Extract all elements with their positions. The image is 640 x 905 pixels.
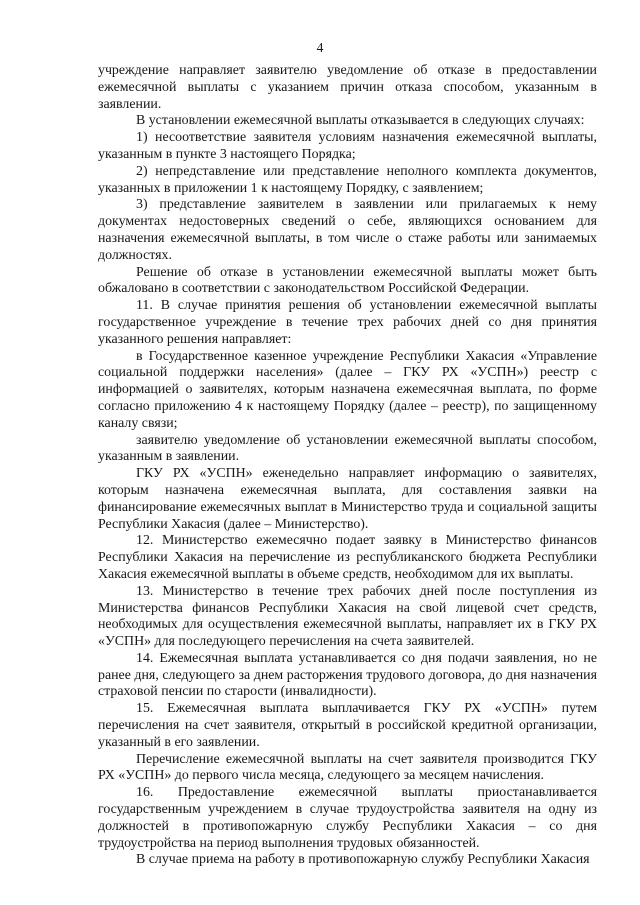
paragraph-transfer-deadline: Перечисление ежемесячной выплаты на счет заявителя производится ГКУ РХ «УСПН» до первого числа месяца, следующего за месяцем начисления. bbox=[98, 751, 597, 784]
paragraph-appeal: Решение об отказе в установлении ежемесячной выплаты может быть обжаловано в соответствии с законодательством Российской Федерации. bbox=[98, 264, 597, 297]
paragraph-hiring-case: В случае приема на работу в противопожарную службу Республики Хакасия bbox=[136, 852, 590, 868]
clause-16: 16. Предоставление ежемесячной выплаты приостанавливается государственным учреждением в случае трудоустройства заявителя на одну из должностей в противопожарную службу Республики Хакасия – со дня трудоустройства на период выполнения трудовых обязанностей. bbox=[98, 785, 597, 851]
page-number: 4 bbox=[316, 40, 324, 55]
paragraph-weekly-info: ГКУ РХ «УСПН» еженедельно направляет информацию о заявителях, которым назначена ежемесячная выплата, для составления заявки на финансирование ежемесячных выплат в Министерство труда и социальной защиты Республики Хакасия (далее – Министерство). bbox=[98, 466, 597, 532]
clause-11: 11. В случае принятия решения об установлении ежемесячной выплаты государственное учреждение в течение трех рабочих дней со дня принятия указанного решения направляет: bbox=[98, 298, 597, 347]
list-item-refusal-1: 1) несоответствие заявителя условиям назначения ежемесячной выплаты, указанным в пункте 3 настоящего Порядка; bbox=[98, 130, 597, 162]
paragraph-refusal-intro: В установлении ежемесячной выплаты отказывается в следующих случаях: bbox=[136, 113, 585, 129]
clause-11-notice: заявителю уведомление об установлении ежемесячной выплаты способом, указанным в заявлении. bbox=[98, 432, 597, 465]
clause-13: 13. Министерство в течение трех рабочих дней после поступления из Министерства финансов Республики Хакасия на свой лицевой счет средств, необходимых для осуществления ежемесячной выплаты, направляет их в ГКУ РХ «УСПН» для последующего перечисления на счета заявителей. bbox=[98, 583, 597, 650]
clause-11-registry: в Государственное казенное учреждение Республики Хакасия «Управление социальной поддержки населения» (далее – ГКУ РХ «УСПН») реестр с информацией о заявителях, которым назначена ежемесячная выплата, по форме согласно приложению 4 к настоящему Порядку (далее – реестр), по защищенному каналу связи; bbox=[98, 348, 597, 431]
clause-15: 15. Ежемесячная выплата выплачивается ГКУ РХ «УСПН» путем перечисления на счет заявителя, открытый в российской кредитной организации, указанный в его заявлении. bbox=[98, 701, 597, 750]
list-item-refusal-2: 2) непредставление или представление неполного комплекта документов, указанных в приложении 1 к настоящему Порядку, с заявлением; bbox=[98, 163, 597, 196]
clause-14: 14. Ежемесячная выплата устанавливается со дня подачи заявления, но не ранее дня, следующего за днем расторжения трудового договора, до дня назначения страховой пенсии по старости (инвалидности). bbox=[98, 650, 597, 700]
document-body bbox=[98, 63, 597, 869]
clause-12: 12. Министерство ежемесячно подает заявку в Министерство финансов Республики Хакасия на перечисление из республиканского бюджета Республики Хакасия ежемесячной выплаты в объеме средств, необходимом для их выплаты. bbox=[98, 533, 597, 582]
list-item-refusal-3: 3) представление заявителем в заявлении или прилагаемых к нему документах недостоверных сведений о себе, являющихся основанием для назначения ежемесячной выплаты, в том числе о стаже работы или занимаемых должностях. bbox=[98, 197, 597, 263]
paragraph-continuation: учреждение направляет заявителю уведомление об отказе в предоставлении ежемесячной выплаты с указанием причин отказа способом, указанным в заявлении. bbox=[98, 63, 597, 112]
